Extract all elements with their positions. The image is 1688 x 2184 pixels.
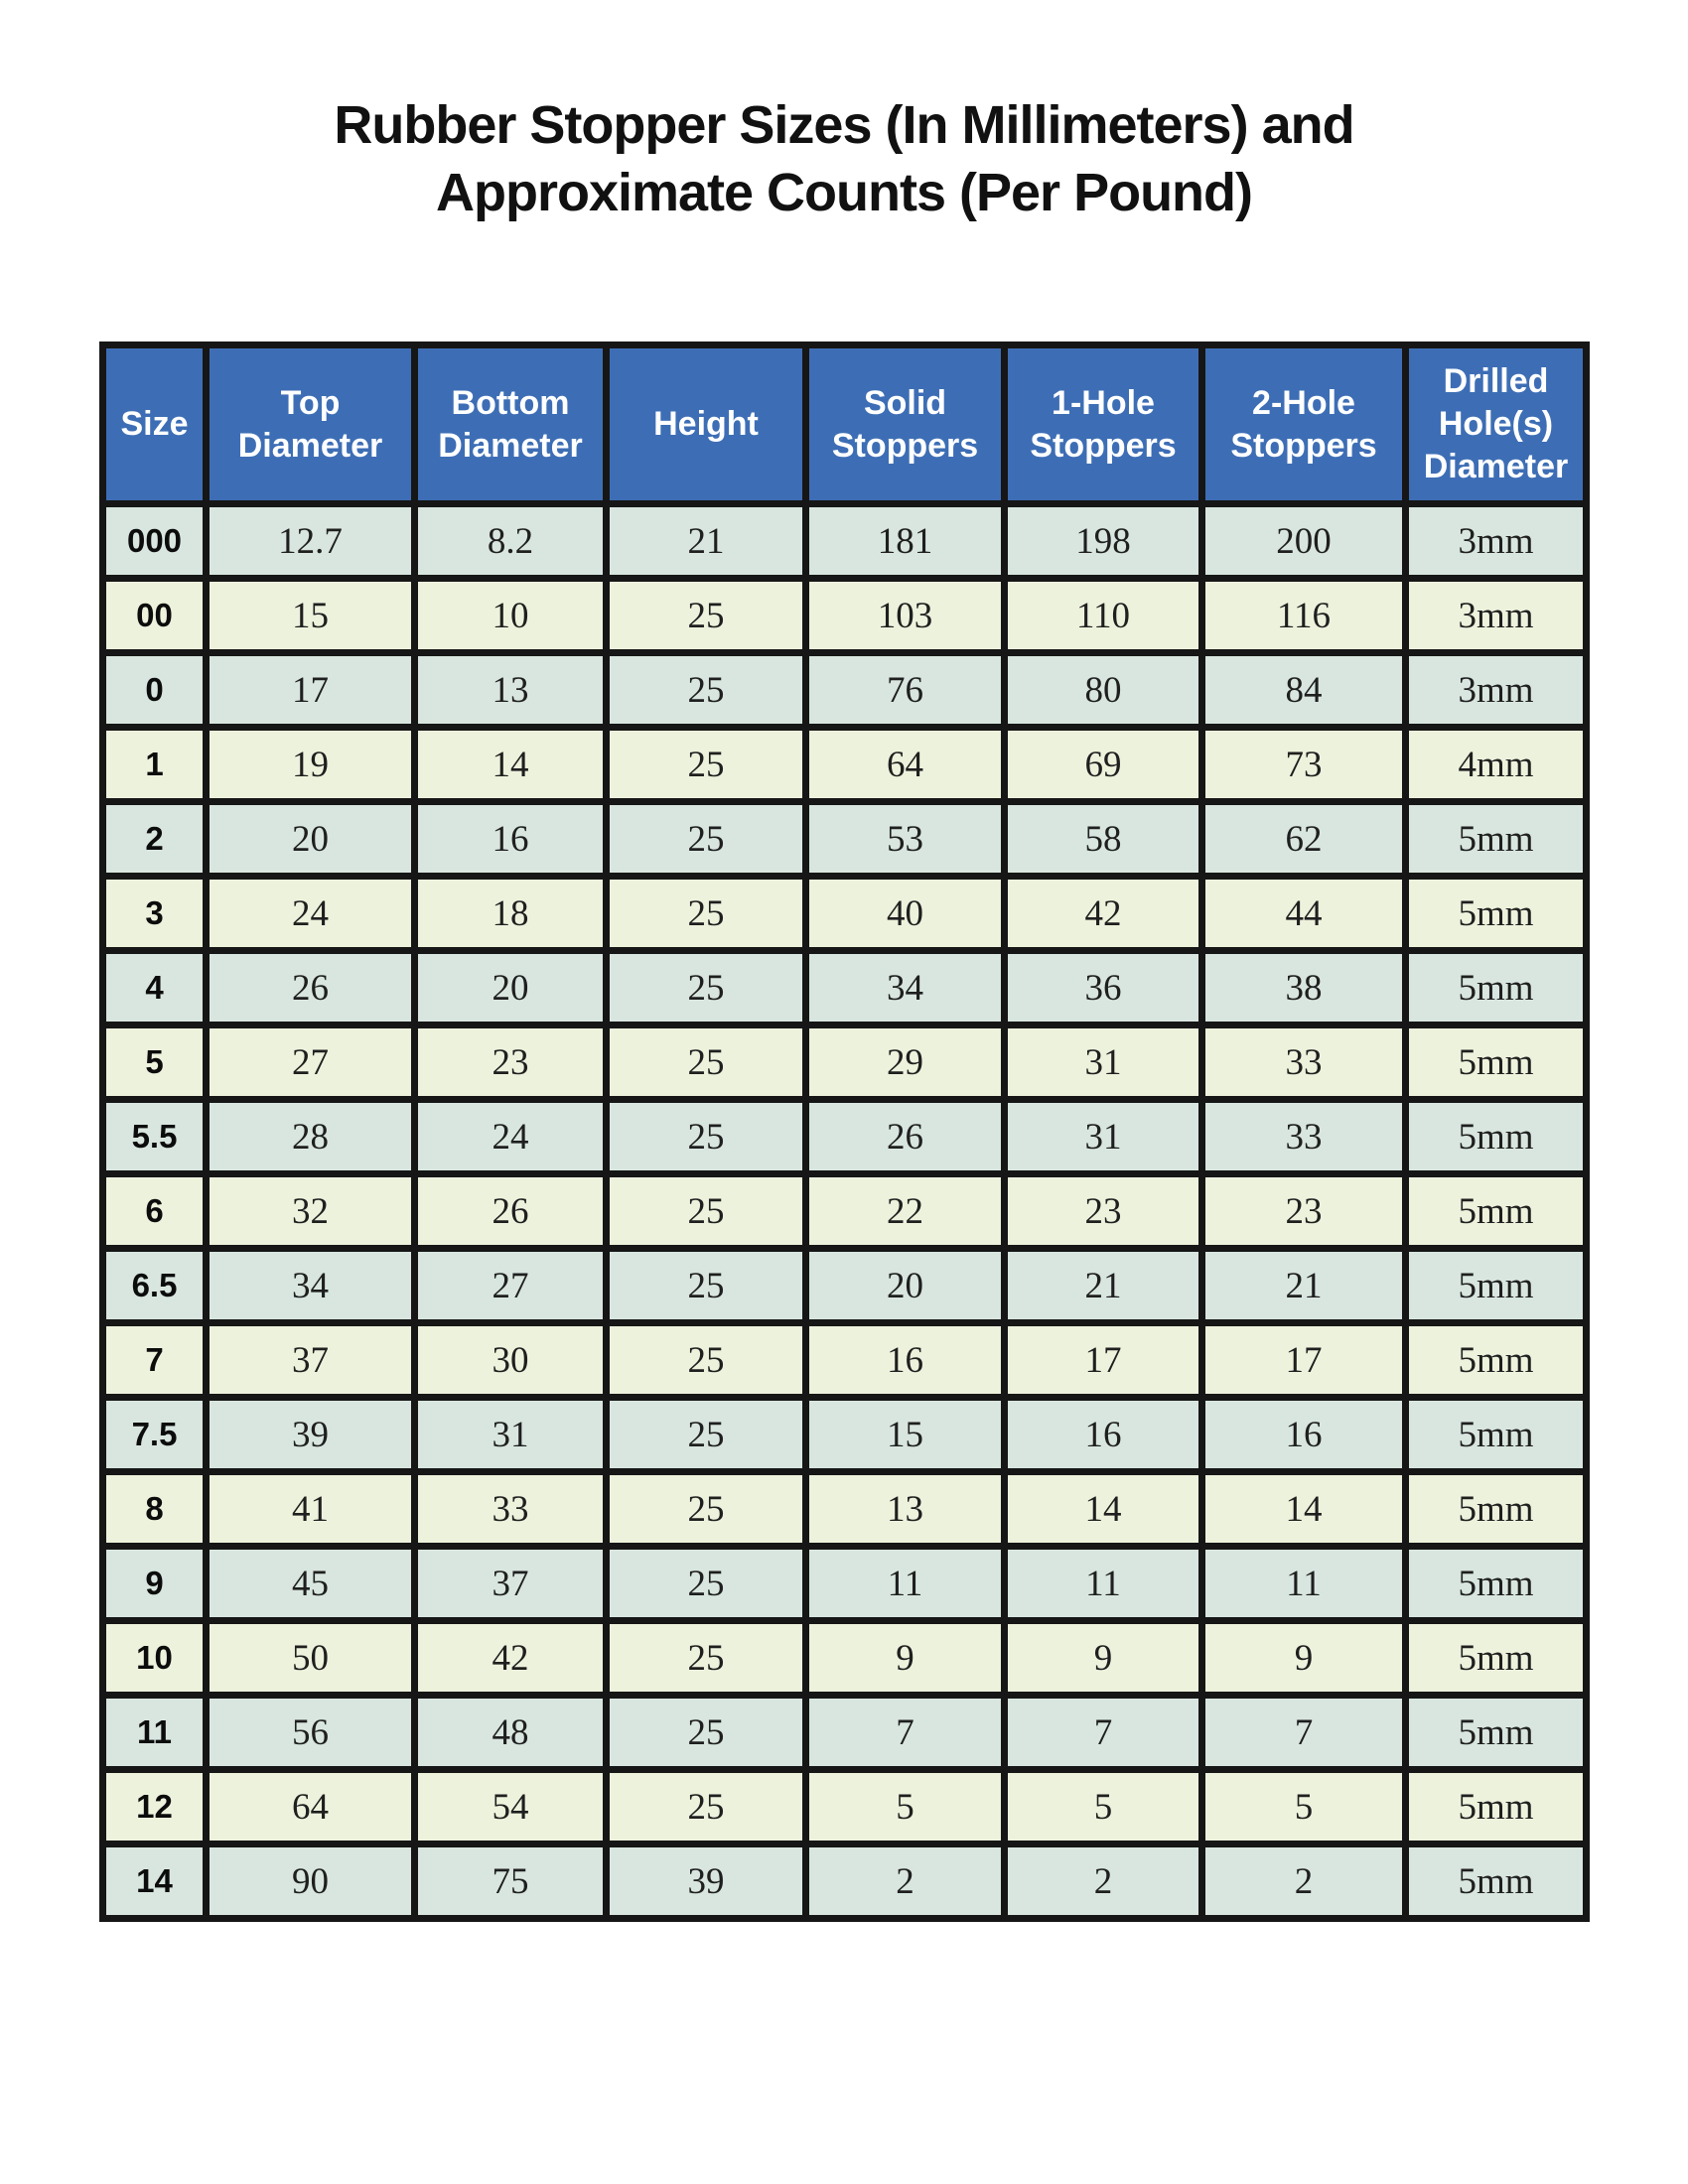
data-cell-1-hole-stoppers: 23 <box>1005 1174 1202 1249</box>
column-header-drilled-hole-s-diameter: Drilled Hole(s) Diameter <box>1406 345 1587 504</box>
data-cell-top-diameter: 24 <box>207 877 415 951</box>
column-header-height: Height <box>607 345 806 504</box>
data-cell-2-hole-stoppers: 33 <box>1202 1025 1406 1100</box>
data-cell-bottom-diameter: 20 <box>415 951 607 1025</box>
page-title-line2: Approximate Counts (Per Pound) <box>435 163 1253 222</box>
data-cell-bottom-diameter: 8.2 <box>415 504 607 579</box>
data-cell-1-hole-stoppers: 2 <box>1005 1844 1202 1919</box>
table-row-size-7-5 <box>103 1398 1587 1472</box>
data-cell-top-diameter: 32 <box>207 1174 415 1249</box>
data-cell-height: 21 <box>607 504 806 579</box>
data-cell-height: 25 <box>607 1398 806 1472</box>
data-cell-bottom-diameter: 75 <box>415 1844 607 1919</box>
data-cell-2-hole-stoppers: 16 <box>1202 1398 1406 1472</box>
data-cell-height: 25 <box>607 1696 806 1770</box>
data-cell-bottom-diameter: 24 <box>415 1100 607 1174</box>
column-header-bottom-diameter: Bottom Diameter <box>415 345 607 504</box>
data-cell-height: 25 <box>607 1323 806 1398</box>
data-cell-height: 25 <box>607 1621 806 1696</box>
table-header-row <box>103 345 1587 504</box>
data-cell-top-diameter: 41 <box>207 1472 415 1547</box>
data-cell-2-hole-stoppers: 116 <box>1202 579 1406 653</box>
data-cell-drilled-hole-s-diameter: 3mm <box>1406 653 1587 728</box>
data-cell-drilled-hole-s-diameter: 5mm <box>1406 1696 1587 1770</box>
size-cell: 6 <box>103 1174 207 1249</box>
data-cell-height: 25 <box>607 1025 806 1100</box>
data-cell-1-hole-stoppers: 36 <box>1005 951 1202 1025</box>
data-cell-bottom-diameter: 27 <box>415 1249 607 1323</box>
data-cell-1-hole-stoppers: 11 <box>1005 1547 1202 1621</box>
data-cell-bottom-diameter: 26 <box>415 1174 607 1249</box>
data-cell-bottom-diameter: 30 <box>415 1323 607 1398</box>
table-row-size-7 <box>103 1323 1587 1398</box>
data-cell-height: 25 <box>607 877 806 951</box>
data-cell-2-hole-stoppers: 11 <box>1202 1547 1406 1621</box>
data-cell-1-hole-stoppers: 7 <box>1005 1696 1202 1770</box>
data-cell-1-hole-stoppers: 21 <box>1005 1249 1202 1323</box>
data-cell-height: 39 <box>607 1844 806 1919</box>
data-cell-bottom-diameter: 13 <box>415 653 607 728</box>
size-cell: 5.5 <box>103 1100 207 1174</box>
data-cell-top-diameter: 17 <box>207 653 415 728</box>
data-cell-1-hole-stoppers: 42 <box>1005 877 1202 951</box>
data-cell-top-diameter: 15 <box>207 579 415 653</box>
data-cell-2-hole-stoppers: 23 <box>1202 1174 1406 1249</box>
data-cell-1-hole-stoppers: 17 <box>1005 1323 1202 1398</box>
data-cell-2-hole-stoppers: 14 <box>1202 1472 1406 1547</box>
data-cell-drilled-hole-s-diameter: 4mm <box>1406 728 1587 802</box>
table-row-size-0 <box>103 653 1587 728</box>
data-cell-top-diameter: 12.7 <box>207 504 415 579</box>
table-row-size-9 <box>103 1547 1587 1621</box>
data-cell-solid-stoppers: 53 <box>806 802 1005 877</box>
size-cell: 2 <box>103 802 207 877</box>
data-cell-top-diameter: 39 <box>207 1398 415 1472</box>
data-cell-top-diameter: 19 <box>207 728 415 802</box>
data-cell-solid-stoppers: 16 <box>806 1323 1005 1398</box>
data-cell-height: 25 <box>607 1174 806 1249</box>
data-cell-drilled-hole-s-diameter: 5mm <box>1406 1621 1587 1696</box>
data-cell-1-hole-stoppers: 58 <box>1005 802 1202 877</box>
table-row-size-8 <box>103 1472 1587 1547</box>
data-cell-bottom-diameter: 33 <box>415 1472 607 1547</box>
data-cell-bottom-diameter: 54 <box>415 1770 607 1844</box>
data-cell-height: 25 <box>607 1472 806 1547</box>
table-row-size-5 <box>103 1025 1587 1100</box>
data-cell-height: 25 <box>607 951 806 1025</box>
data-cell-height: 25 <box>607 728 806 802</box>
size-cell: 5 <box>103 1025 207 1100</box>
data-cell-height: 25 <box>607 1770 806 1844</box>
page-title-line1: Rubber Stopper Sizes (In Millimeters) and <box>334 95 1354 155</box>
data-cell-top-diameter: 34 <box>207 1249 415 1323</box>
table-row-size-6-5 <box>103 1249 1587 1323</box>
table-row-size-1 <box>103 728 1587 802</box>
table-row-size-4 <box>103 951 1587 1025</box>
data-cell-drilled-hole-s-diameter: 5mm <box>1406 1547 1587 1621</box>
data-cell-2-hole-stoppers: 44 <box>1202 877 1406 951</box>
table-row-size-10 <box>103 1621 1587 1696</box>
data-cell-drilled-hole-s-diameter: 5mm <box>1406 1398 1587 1472</box>
data-cell-height: 25 <box>607 579 806 653</box>
data-cell-solid-stoppers: 64 <box>806 728 1005 802</box>
data-cell-height: 25 <box>607 1547 806 1621</box>
size-cell: 11 <box>103 1696 207 1770</box>
size-cell: 0 <box>103 653 207 728</box>
column-header-size: Size <box>103 345 207 504</box>
data-cell-top-diameter: 56 <box>207 1696 415 1770</box>
data-cell-bottom-diameter: 18 <box>415 877 607 951</box>
data-cell-solid-stoppers: 181 <box>806 504 1005 579</box>
data-cell-1-hole-stoppers: 9 <box>1005 1621 1202 1696</box>
size-cell: 12 <box>103 1770 207 1844</box>
stopper-size-table <box>99 341 1590 1922</box>
size-cell: 3 <box>103 877 207 951</box>
data-cell-2-hole-stoppers: 33 <box>1202 1100 1406 1174</box>
data-cell-1-hole-stoppers: 31 <box>1005 1100 1202 1174</box>
data-cell-drilled-hole-s-diameter: 5mm <box>1406 1770 1587 1844</box>
data-cell-1-hole-stoppers: 5 <box>1005 1770 1202 1844</box>
data-cell-solid-stoppers: 2 <box>806 1844 1005 1919</box>
table-row-size-00 <box>103 579 1587 653</box>
data-cell-2-hole-stoppers: 38 <box>1202 951 1406 1025</box>
data-cell-solid-stoppers: 11 <box>806 1547 1005 1621</box>
data-cell-1-hole-stoppers: 198 <box>1005 504 1202 579</box>
size-cell: 4 <box>103 951 207 1025</box>
data-cell-1-hole-stoppers: 16 <box>1005 1398 1202 1472</box>
data-cell-bottom-diameter: 42 <box>415 1621 607 1696</box>
column-header-solid-stoppers: Solid Stoppers <box>806 345 1005 504</box>
data-cell-solid-stoppers: 29 <box>806 1025 1005 1100</box>
table-row-size-12 <box>103 1770 1587 1844</box>
size-cell: 7 <box>103 1323 207 1398</box>
data-cell-bottom-diameter: 48 <box>415 1696 607 1770</box>
size-cell: 00 <box>103 579 207 653</box>
column-header-top-diameter: Top Diameter <box>207 345 415 504</box>
data-cell-top-diameter: 90 <box>207 1844 415 1919</box>
data-cell-2-hole-stoppers: 62 <box>1202 802 1406 877</box>
data-cell-solid-stoppers: 20 <box>806 1249 1005 1323</box>
data-cell-solid-stoppers: 9 <box>806 1621 1005 1696</box>
data-cell-1-hole-stoppers: 69 <box>1005 728 1202 802</box>
data-cell-bottom-diameter: 14 <box>415 728 607 802</box>
size-cell: 6.5 <box>103 1249 207 1323</box>
size-cell: 1 <box>103 728 207 802</box>
data-cell-drilled-hole-s-diameter: 5mm <box>1406 1100 1587 1174</box>
data-cell-top-diameter: 45 <box>207 1547 415 1621</box>
data-cell-height: 25 <box>607 1100 806 1174</box>
data-cell-1-hole-stoppers: 14 <box>1005 1472 1202 1547</box>
data-cell-solid-stoppers: 5 <box>806 1770 1005 1844</box>
data-cell-top-diameter: 26 <box>207 951 415 1025</box>
page-title <box>0 91 1688 226</box>
data-cell-drilled-hole-s-diameter: 5mm <box>1406 1025 1587 1100</box>
data-cell-top-diameter: 37 <box>207 1323 415 1398</box>
size-cell: 7.5 <box>103 1398 207 1472</box>
data-cell-2-hole-stoppers: 73 <box>1202 728 1406 802</box>
data-cell-solid-stoppers: 34 <box>806 951 1005 1025</box>
data-cell-solid-stoppers: 7 <box>806 1696 1005 1770</box>
data-cell-solid-stoppers: 26 <box>806 1100 1005 1174</box>
table-row-size-5-5 <box>103 1100 1587 1174</box>
data-cell-2-hole-stoppers: 5 <box>1202 1770 1406 1844</box>
data-cell-bottom-diameter: 16 <box>415 802 607 877</box>
data-cell-height: 25 <box>607 1249 806 1323</box>
table-row-size-2 <box>103 802 1587 877</box>
data-cell-2-hole-stoppers: 2 <box>1202 1844 1406 1919</box>
data-cell-drilled-hole-s-diameter: 5mm <box>1406 877 1587 951</box>
data-cell-drilled-hole-s-diameter: 5mm <box>1406 1249 1587 1323</box>
data-cell-2-hole-stoppers: 21 <box>1202 1249 1406 1323</box>
data-cell-2-hole-stoppers: 9 <box>1202 1621 1406 1696</box>
data-cell-2-hole-stoppers: 84 <box>1202 653 1406 728</box>
data-cell-top-diameter: 64 <box>207 1770 415 1844</box>
data-cell-bottom-diameter: 23 <box>415 1025 607 1100</box>
data-cell-2-hole-stoppers: 7 <box>1202 1696 1406 1770</box>
size-cell: 14 <box>103 1844 207 1919</box>
data-cell-1-hole-stoppers: 80 <box>1005 653 1202 728</box>
data-cell-2-hole-stoppers: 200 <box>1202 504 1406 579</box>
data-cell-solid-stoppers: 15 <box>806 1398 1005 1472</box>
data-cell-top-diameter: 28 <box>207 1100 415 1174</box>
data-cell-2-hole-stoppers: 17 <box>1202 1323 1406 1398</box>
table-row-size-000 <box>103 504 1587 579</box>
data-cell-bottom-diameter: 37 <box>415 1547 607 1621</box>
data-cell-1-hole-stoppers: 31 <box>1005 1025 1202 1100</box>
data-cell-drilled-hole-s-diameter: 3mm <box>1406 579 1587 653</box>
size-cell: 000 <box>103 504 207 579</box>
data-cell-solid-stoppers: 103 <box>806 579 1005 653</box>
table-row-size-14 <box>103 1844 1587 1919</box>
size-cell: 9 <box>103 1547 207 1621</box>
data-cell-solid-stoppers: 22 <box>806 1174 1005 1249</box>
size-cell: 8 <box>103 1472 207 1547</box>
table-row-size-11 <box>103 1696 1587 1770</box>
data-cell-height: 25 <box>607 802 806 877</box>
data-cell-drilled-hole-s-diameter: 5mm <box>1406 951 1587 1025</box>
data-cell-top-diameter: 27 <box>207 1025 415 1100</box>
size-cell: 10 <box>103 1621 207 1696</box>
data-cell-drilled-hole-s-diameter: 5mm <box>1406 1323 1587 1398</box>
table-row-size-6 <box>103 1174 1587 1249</box>
data-cell-bottom-diameter: 10 <box>415 579 607 653</box>
data-cell-solid-stoppers: 13 <box>806 1472 1005 1547</box>
column-header-2-hole-stoppers: 2-Hole Stoppers <box>1202 345 1406 504</box>
data-cell-bottom-diameter: 31 <box>415 1398 607 1472</box>
data-cell-top-diameter: 50 <box>207 1621 415 1696</box>
data-cell-solid-stoppers: 76 <box>806 653 1005 728</box>
data-cell-height: 25 <box>607 653 806 728</box>
data-cell-drilled-hole-s-diameter: 5mm <box>1406 802 1587 877</box>
data-cell-top-diameter: 20 <box>207 802 415 877</box>
table-row-size-3 <box>103 877 1587 951</box>
data-cell-drilled-hole-s-diameter: 5mm <box>1406 1844 1587 1919</box>
data-cell-drilled-hole-s-diameter: 5mm <box>1406 1174 1587 1249</box>
column-header-1-hole-stoppers: 1-Hole Stoppers <box>1005 345 1202 504</box>
data-cell-1-hole-stoppers: 110 <box>1005 579 1202 653</box>
data-cell-drilled-hole-s-diameter: 5mm <box>1406 1472 1587 1547</box>
data-cell-solid-stoppers: 40 <box>806 877 1005 951</box>
data-cell-drilled-hole-s-diameter: 3mm <box>1406 504 1587 579</box>
